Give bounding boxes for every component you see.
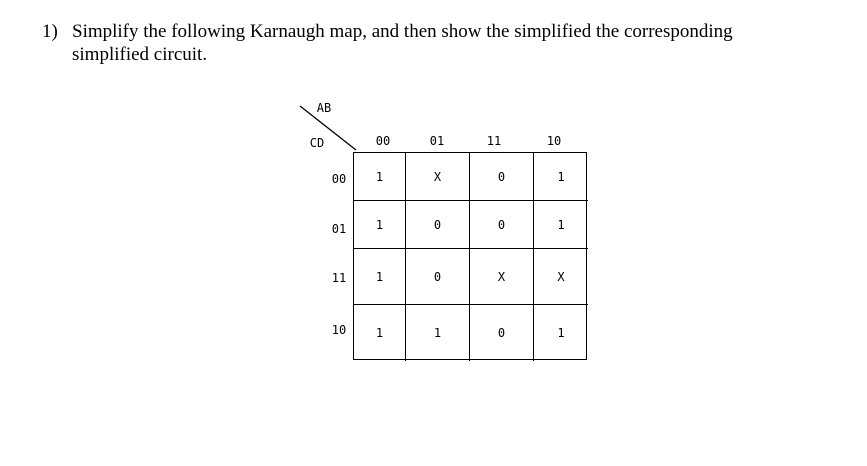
kmap-cell-value: 1	[557, 326, 565, 340]
kmap-cell	[406, 305, 470, 361]
kmap-column-header: 01	[429, 134, 445, 148]
kmap-column-header: 11	[486, 134, 502, 148]
kmap-cell-value: 0	[433, 217, 442, 232]
kmap-cell	[354, 249, 406, 305]
kmap-cell	[534, 153, 588, 201]
kmap-cell-value: 0	[433, 269, 442, 284]
kmap-cell-value: X	[497, 269, 506, 284]
kmap-cell	[354, 201, 406, 249]
kmap-cell-value: 0	[497, 326, 506, 340]
kmap-cell	[470, 201, 534, 249]
question	[42, 20, 812, 66]
kmap-cell-value: 1	[375, 169, 384, 184]
kmap-cell-value: 0	[497, 169, 506, 184]
kmap-cell	[534, 305, 588, 361]
question-number: 1)	[42, 21, 58, 42]
kmap-row-header: 10	[331, 323, 347, 337]
kmap-grid	[353, 152, 587, 360]
kmap-cell	[534, 249, 588, 305]
kmap-cell	[534, 201, 588, 249]
kmap-cell-value: 0	[497, 217, 506, 232]
kmap-cell	[470, 153, 534, 201]
kmap-cell-value: X	[557, 269, 565, 284]
kmap-cell	[406, 153, 470, 201]
kmap-cell-value: 1	[433, 326, 442, 340]
kmap-cell-value: 1	[375, 326, 384, 340]
kmap-ab-label: AB	[316, 101, 332, 115]
kmap-cell-value: 1	[375, 217, 384, 232]
kmap-cell-value: X	[433, 169, 442, 184]
question-text: Simplify the following Karnaugh map, and then show the simplified the corresponding simplified circuit.	[72, 21, 733, 65]
kmap-cell-value: 1	[375, 269, 384, 284]
kmap-column-header: 00	[375, 134, 391, 148]
kmap-column-header: 10	[546, 134, 562, 148]
kmap-cell-value: 1	[557, 217, 565, 232]
kmap-row-header: 00	[331, 172, 347, 186]
kmap-cell	[470, 249, 534, 305]
kmap-cell	[406, 201, 470, 249]
kmap-cd-label: CD	[309, 136, 325, 150]
kmap-cell	[354, 153, 406, 201]
kmap-cell	[470, 305, 534, 361]
kmap-row-header: 11	[331, 271, 347, 285]
kmap-cell	[354, 305, 406, 361]
kmap-cell-value: 1	[557, 169, 565, 184]
kmap-row-header: 01	[331, 222, 347, 236]
kmap-cell	[406, 249, 470, 305]
